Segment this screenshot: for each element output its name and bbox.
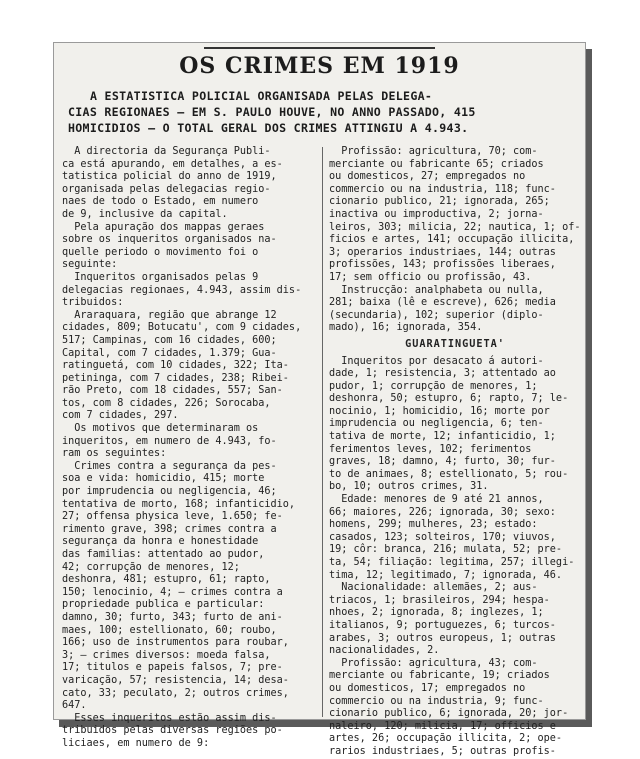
- text-line: 27; offensa physica leve, 1.650; fe-: [62, 511, 283, 523]
- text-line: Instrucção: analphabeta ou nulla,: [329, 284, 544, 296]
- text-line: seguinte:: [62, 259, 118, 271]
- text-line: cionario publico, 6; ignorada, 20; jor-: [329, 708, 569, 720]
- text-line: imprudencia ou negligencia, 6; ten-: [329, 418, 544, 430]
- text-line: ficios e artes, 141; occupação illicita,: [329, 234, 575, 246]
- text-line: merciante ou fabricante 65; criados: [329, 158, 544, 170]
- subhead-line: CIAS REGIONAES — EM S. PAULO HOUVE, NO ANNO PASSADO, 415: [68, 105, 476, 119]
- text-line: dade, 1; resistencia, 3; attentado ao: [329, 368, 556, 380]
- text-line: 17; titulos e papeis falsos, 7; pre-: [62, 662, 283, 674]
- text-line: tativa de morte, 12; infanticidio, 1;: [329, 431, 556, 443]
- text-line: de 9, inclusive da capital.: [62, 208, 228, 220]
- text-line: sobre os inqueritos organisados na-: [62, 234, 277, 246]
- text-line: 19; côr: branca, 216; mulata, 52; pre-: [329, 544, 563, 556]
- text-line: rão Preto, com 18 cidades, 557; San-: [62, 385, 283, 397]
- text-line: artes, 26; occupação illicita, 2; ope-: [329, 733, 563, 745]
- text-line: por imprudencia ou negligencia, 46;: [62, 486, 277, 498]
- text-line: Capital, com 7 cidades, 1.379; Gua-: [62, 347, 277, 359]
- text-line: commercio ou na industria, 9; func-: [329, 695, 544, 707]
- text-line: Profissão: agricultura, 43; com-: [329, 657, 538, 669]
- text-line: tribuidos:: [62, 297, 124, 309]
- text-line: casados, 123; solteiros, 170; viuvos,: [329, 531, 556, 543]
- text-line: varicação, 57; resistencia, 14; desa-: [62, 674, 289, 686]
- text-line: inactiva ou improductiva, 2; jorna-: [329, 208, 544, 220]
- text-line: commercio ou na industria, 118; func-: [329, 183, 556, 195]
- text-line: rarios industriaes, 5; outras profis-: [329, 745, 556, 757]
- text-line: 3; operarios industriaes, 144; outras: [329, 246, 556, 258]
- text-line: Inqueritos por desacato á autori-: [329, 355, 544, 367]
- text-line: soa e vida: homicidio, 415; morte: [62, 473, 265, 485]
- text-line: naes de todo o Estado, em numero: [62, 196, 259, 208]
- subhead-line: HOMICIDIOS — O TOTAL GERAL DOS CRIMES ATTINGIU A 4.943.: [68, 121, 469, 135]
- section-title: GUARATINGUETA': [405, 338, 505, 350]
- text-line: 150; lenocinio, 4; — crimes contra a: [62, 586, 283, 598]
- text-line: Os motivos que determinaram os: [62, 423, 259, 435]
- text-line: (secundaria), 102; superior (diplo-: [329, 309, 544, 321]
- text-line: Edade: menores de 9 até 21 annos,: [329, 494, 544, 506]
- text-line: delegacias regionaes, 4.943, assim dis-: [62, 284, 302, 296]
- text-line: Pela apuração dos mappas geraes: [62, 221, 265, 233]
- text-line: leiros, 303; milicia, 22; nautica, 1; of-: [329, 221, 581, 233]
- column-divider: [322, 147, 323, 717]
- text-line: com 7 cidades, 297.: [62, 410, 179, 422]
- text-line: ca está apurando, em detalhes, a es-: [62, 158, 283, 170]
- text-line: cionario publico, 21; ignorada, 265;: [329, 196, 550, 208]
- text-line: damno, 30; furto, 343; furto de ani-: [62, 611, 283, 623]
- text-line: segurança da honra e honestidade: [62, 536, 259, 548]
- text-line: triacos, 1; brasileiros, 294; hespa-: [329, 594, 550, 606]
- text-line: 166; uso de instrumentos para roubar,: [62, 637, 289, 649]
- text-line: bo, 10; outros crimes, 31.: [329, 481, 489, 493]
- text-line: to de animaes, 8; estellionato, 5; rou-: [329, 468, 569, 480]
- text-line: das familias: attentado ao pudor,: [62, 549, 265, 560]
- text-line: tima, 12; legitimado, 7; ignorada, 46.: [329, 569, 563, 581]
- text-line: mado), 16; ignorada, 354.: [329, 322, 483, 334]
- text-line: italianos, 9; portuguezes, 6; turcos-: [329, 619, 556, 631]
- text-line: ratinguetá, com 10 cidades, 322; Ita-: [62, 360, 289, 372]
- text-line: tatistica policial do anno de 1919,: [62, 171, 277, 183]
- text-line: A directoria da Segurança Publi-: [62, 146, 271, 157]
- text-line: 517; Campinas, com 16 cidades, 600;: [62, 334, 277, 346]
- text-line: rimento grave, 398; crimes contra a: [62, 523, 277, 535]
- text-line: 281; baixa (lê e escreve), 626; media: [329, 297, 556, 309]
- top-rule: [204, 47, 435, 49]
- text-line: liciaes, em numero de 9:: [62, 737, 210, 749]
- text-line: cato, 33; peculato, 2; outros crimes,: [62, 687, 289, 699]
- text-line: nocinio, 1; homicidio, 16; morte por: [329, 405, 550, 417]
- text-line: ta, 54; filiação: legitima, 257; illegi-: [329, 557, 575, 568]
- text-line: Crimes contra a segurança da pes-: [62, 460, 277, 472]
- left-column: [62, 146, 320, 751]
- text-line: nacionalidades, 2.: [329, 645, 440, 657]
- text-line: maes, 100; estellionato, 60; roubo,: [62, 624, 277, 636]
- text-line: Esses inqueritos estão assim dis-: [62, 712, 277, 724]
- text-line: 42; corrupção de menores, 12;: [62, 561, 240, 573]
- text-line: propriedade publica e particular:: [62, 599, 265, 611]
- text-line: tos, com 8 cidades, 226; Sorocaba,: [62, 397, 271, 409]
- right-column: [329, 146, 581, 759]
- text-line: 66; maiores, 226; ignorada, 30; sexo:: [329, 506, 556, 518]
- text-line: 647.: [62, 700, 87, 712]
- text-line: naleiro, 120; milicia, 17; officios e: [329, 720, 556, 732]
- text-line: ram os seguintes:: [62, 448, 167, 460]
- subhead-line: A ESTATISTICA POLICIAL ORGANISADA PELAS DELEGA-: [90, 89, 433, 103]
- text-line: ferimentos leves, 102; ferimentos: [329, 443, 532, 455]
- text-line: pudor, 1; corrupção de menores, 1;: [329, 380, 538, 392]
- text-line: Inqueritos organisados pelas 9: [62, 271, 259, 283]
- text-line: Nacionalidade: allemães, 2; aus-: [329, 582, 538, 594]
- text-line: inqueritos, em numero de 4.943, fo-: [62, 435, 277, 447]
- text-line: deshonra, 481; estupro, 61; rapto,: [62, 574, 271, 586]
- text-line: 3; — crimes diversos: moeda falsa,: [62, 649, 271, 661]
- text-line: deshonra, 50; estupro, 6; rapto, 7; le-: [329, 393, 569, 405]
- text-line: profissões, 143; profissões liberaes,: [329, 259, 556, 271]
- headline: OS CRIMES EM 1919: [179, 53, 460, 79]
- text-line: quelle periodo o movimento foi o: [62, 246, 259, 258]
- text-line: tribuidos pelas diversas regiões po-: [62, 725, 283, 737]
- subheadline: [68, 88, 577, 136]
- text-line: tentativa de morto, 168; infanticidio,: [62, 498, 296, 510]
- text-line: petininga, com 7 cidades, 238; Ribei-: [62, 372, 289, 384]
- text-line: merciante ou fabricante, 19; criados: [329, 670, 550, 682]
- text-line: homens, 299; mulheres, 23; estado:: [329, 519, 538, 531]
- text-line: organisada pelas delegacias regio-: [62, 183, 271, 195]
- text-line: nhoes, 2; ignorada, 8; inglezes, 1;: [329, 607, 544, 619]
- text-line: Profissão: agricultura, 70; com-: [329, 146, 538, 157]
- text-line: arabes, 3; outros europeus, 1; outras: [329, 632, 556, 644]
- text-line: cidades, 809; Botucatu', com 9 cidades,: [62, 322, 302, 334]
- right-column-bottom: [329, 356, 581, 759]
- text-line: ou domesticos, 27; empregados no: [329, 171, 526, 183]
- text-line: ou domesticos, 17; empregados no: [329, 682, 526, 694]
- text-line: Araraquara, região que abrange 12: [62, 309, 277, 321]
- newspaper-clipping: [53, 42, 586, 757]
- text-line: 17; sem officio ou profissão, 43.: [329, 271, 532, 283]
- text-line: graves, 18; damno, 4; furto, 30; fur-: [329, 456, 556, 468]
- right-column-top: [329, 146, 581, 335]
